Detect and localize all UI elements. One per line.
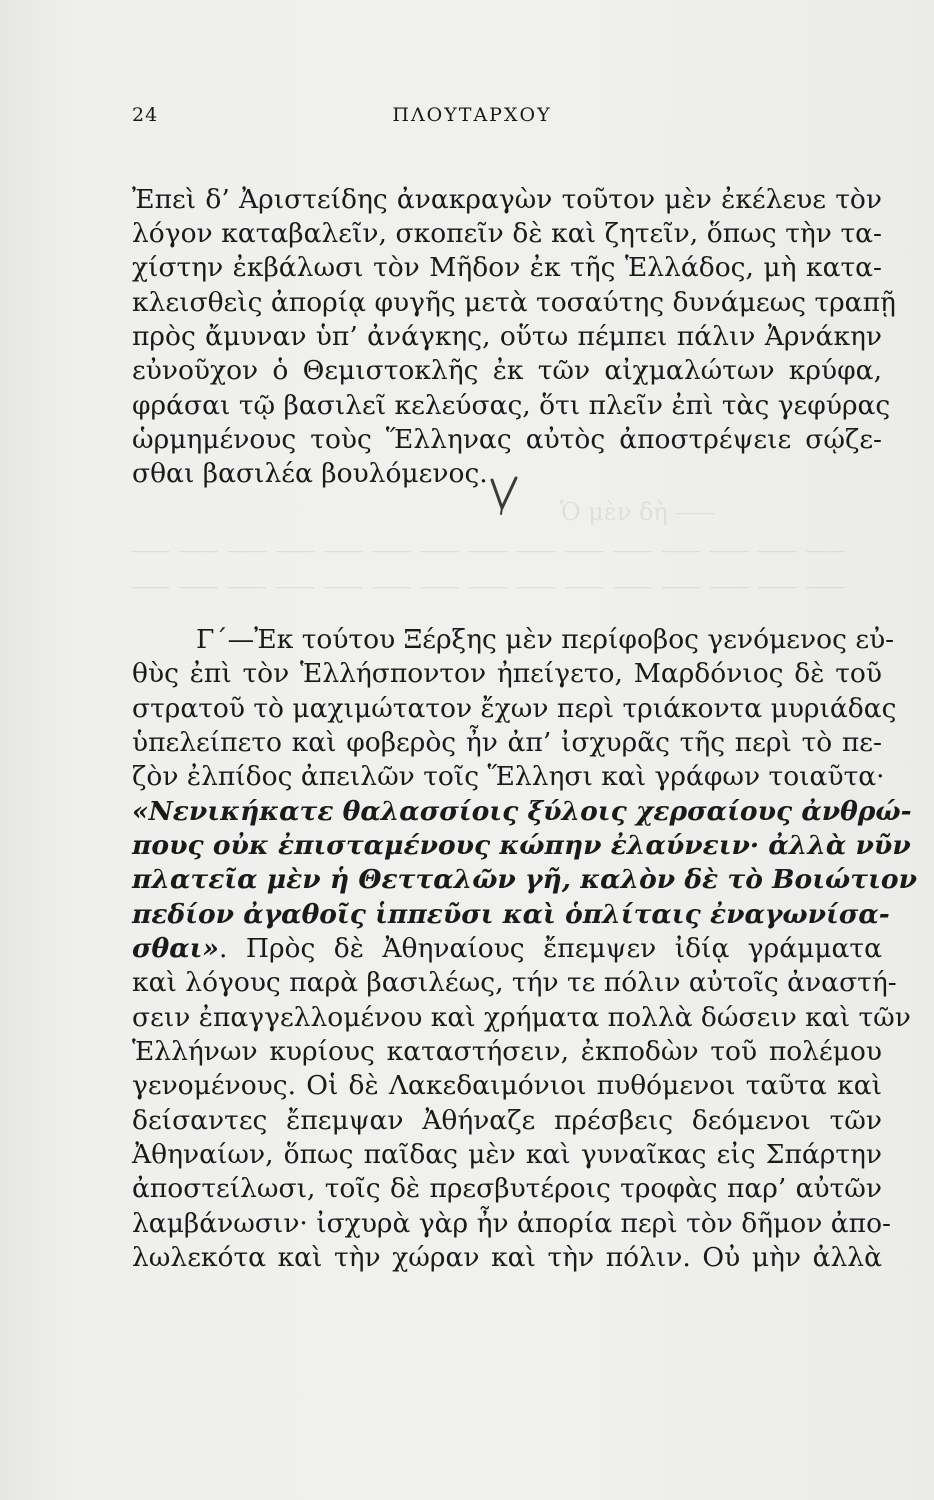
text-line [132,933,882,965]
quoted-text-end: σθαι» [132,933,219,964]
page-number: 24 [132,104,159,126]
text-line: δείσαντες ἔπεμψαν Ἀθήναζε πρέσβεις δεόμενοι τῶν [132,1105,882,1136]
text-line: Ἐπεὶ δ’ Ἀριστείδης ἀνακραγὼν τοῦτον μὲν ἐκέλευε τὸν [132,184,882,215]
pencil-check-mark-icon [488,474,522,518]
page-header [132,104,812,134]
text-line: χίστην ἐκβάλωσι τὸν Μῆδον ἐκ τῆς Ἑλλάδος, μὴ κατα- [132,252,882,283]
text-line: Ἀθηναίων, ὅπως παῖδας μὲν καὶ γυναῖκας εἰς Σπάρτην [132,1139,882,1170]
text-line: καὶ λόγους παρὰ βασιλέως, τήν τε πόλιν αὐτοῖς ἀναστή- [132,967,897,998]
text-line-rest: . Πρὸς δὲ Ἀθηναίους ἔπεμψεν ἰδίᾳ γράμματα [219,933,882,964]
text-line: Ἑλλήνων κυρίους καταστήσειν, ἐκποδὼν τοῦ πολέμου [132,1036,882,1067]
text-line: σθαι βασιλέα βουλόμενος. [132,458,488,489]
quoted-text-line: πλατεῖα μὲν ἡ Θετταλῶν γῆ, καλὸν δὲ τὸ Βοιώτιον [132,864,917,895]
text-line: θὺς ἐπὶ τὸν Ἑλλήσποντον ἠπείγετο, Μαρδόνιος δὲ τοῦ [132,658,882,689]
text-line: Γ΄—Ἐκ τούτου Ξέρξης μὲν περίφοβος γενόμενος εὐ- [196,624,895,655]
text-line: ἀποστείλωσι, τοῖς δὲ πρεσβυτέροις τροφὰς παρ’ αὐτῶν [132,1173,882,1204]
quoted-text-line: πεδίον ἀγαθοῖς ἱππεῦσι καὶ ὁπλίταις ἐναγωνίσα- [132,899,890,930]
quoted-text-line: «Νενικήκατε θαλασσίοις ξύλοις χερσαίους ἀνθρώ- [132,796,912,827]
text-line: λαμβάνωσιν· ἰσχυρὰ γὰρ ἦν ἀπορία περὶ τὸν δῆμον ἀπο- [132,1208,891,1239]
show-through-text: ⸺ ⸺ ⸺ ⸺ ⸺ ⸺ ⸺ ⸺ ⸺ ⸺ ⸺ ⸺ ⸺ ⸺ ⸺ [130,572,846,600]
text-line: εὐνοῦχον ὁ Θεμιστοκλῆς ἐκ τῶν αἰχμαλώτων κρύφα, [132,355,882,386]
text-line: σειν ἐπαγγελλομένου καὶ χρήματα πολλὰ δώσειν καὶ τῶν [132,1002,911,1033]
text-line: ὡρμημένους τοὺς Ἕλληνας αὐτὸς ἀποστρέψειε σῴζε- [132,424,882,455]
text-line: λόγον καταβαλεῖν, σκοπεῖν δὲ καὶ ζητεῖν, ὅπως τὴν τα- [132,218,882,249]
show-through-text: Ὁ μὲν δὴ ⸺ [560,498,717,526]
running-title: ΠΛΟΥΤΑΡΧΟΥ [392,104,552,126]
show-through-text: ⸺ ⸺ ⸺ ⸺ ⸺ ⸺ ⸺ ⸺ ⸺ ⸺ ⸺ ⸺ ⸺ ⸺ ⸺ [130,536,846,564]
text-line: ζὸν ἐλπίδος ἀπειλῶν τοῖς Ἕλλησι καὶ γράφων τοιαῦτα· [132,761,885,792]
quoted-text-line: πους οὐκ ἐπισταμένους κώπην ἐλαύνειν· ἀλλὰ νῦν [132,830,911,861]
text-line: ὑπελείπετο καὶ φοβερὸς ἦν ἀπ’ ἰσχυρᾶς τῆς περὶ τὸ πε- [132,727,882,758]
text-line: κλεισθεὶς ἀπορίᾳ φυγῆς μετὰ τοσαύτης δυνάμεως τραπῇ [132,287,896,318]
text-line: στρατοῦ τὸ μαχιμώτατον ἔχων περὶ τριάκοντα μυριάδας [132,693,897,724]
text-line: πρὸς ἄμυναν ὑπ’ ἀνάγκης, οὕτω πέμπει πάλιν Ἀρνάκην [132,321,882,352]
text-line: λωλεκότα καὶ τὴν χώραν καὶ τὴν πόλιν. Οὐ μὴν ἀλλὰ [132,1242,882,1273]
text-line: γενομένους. Οἱ δὲ Λακεδαιμόνιοι πυθόμενοι ταῦτα καὶ [132,1070,882,1101]
text-line: φράσαι τῷ βασιλεῖ κελεύσας, ὅτι πλεῖν ἐπὶ τὰς γεφύρας [132,390,891,421]
